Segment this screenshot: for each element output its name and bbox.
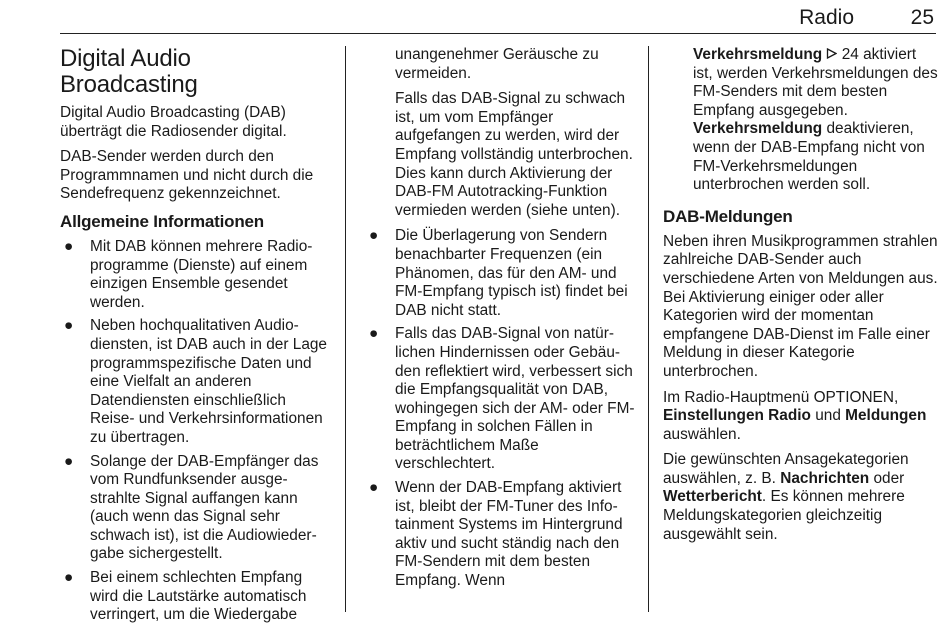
- menu-item-traffic-announcement: Verkehrsmeldung: [693, 46, 823, 63]
- traffic-paragraph-2: [663, 120, 939, 194]
- bullet-icon: ●: [369, 325, 379, 343]
- announcements-paragraph: Neben ihren Musikprogrammen strahlen zahlreiche DAB-Sender auch verschiedene Arten von Meldungen aus. Bei Aktivierung einiger oder aller Kategorien wird der momentan empfangene DAB-Dienst im Falle einer Meldung in dieser Kategorie unterbrochen.: [663, 232, 938, 380]
- menu-item-traffic-announcement: Verkehrsmeldung: [693, 120, 823, 138]
- list-item-text: Bei einem schlechten Empfang wird die Lautstärke automatisch verringert, um die Wiedergabe: [90, 569, 307, 624]
- text: ,: [893, 388, 899, 406]
- menu-item-weather: Wetterbericht: [663, 488, 762, 506]
- intro-paragraph-2: DAB-Sender werden durch den Programmnamen und nicht durch die Sendefrequenz gekennzeichnet.: [60, 148, 314, 203]
- list-item: [365, 227, 637, 320]
- text: Im Radio-Hauptmenü: [663, 388, 814, 406]
- list-item: [60, 453, 332, 565]
- bullet-icon: ●: [369, 479, 379, 497]
- menu-item-radio-settings: Einstellungen Radio: [663, 407, 811, 425]
- list-item: [60, 569, 332, 625]
- list-item-text: Wenn der DAB-Empfang aktiviert ist, bleibt der FM-Tuner des Infotainment Systems im Hintergrund aktiv und sucht ständig nach den FM-Sendern mit dem besten Empfang. Wenn: [395, 479, 623, 590]
- text: und: [810, 407, 846, 425]
- list-item: [60, 317, 332, 447]
- column-3: [663, 46, 939, 551]
- section-heading-dab-announcements: DAB-Meldungen: [663, 206, 793, 226]
- page-number: 25: [910, 6, 934, 29]
- page-title: Digital Audio Broadcasting: [60, 45, 198, 98]
- column-1: [60, 46, 332, 630]
- list-item-text: Solange der DAB-Empfänger das vom Rundfunksender ausgestrahlte Signal auffangen kann (auch wenn das Signal sehr schwach ist), ist die Audiowiedergabe sichergestellt.: [90, 452, 319, 563]
- traffic-text: 24 aktiviert ist, werden Verkehrsmeldungen des FM-Senders mit dem besten Empfang ausgegeben.: [693, 46, 938, 119]
- list-item: [365, 325, 637, 474]
- continued-paragraph: unangenehmer Geräusche zu vermeiden.: [395, 46, 599, 82]
- bullet-icon: ●: [64, 452, 74, 470]
- signal-paragraph: Falls das DAB-Signal zu schwach ist, um vom Empfänger aufgefangen zu werden, wird der Empfang vollständig unterbrochen. Dies kann durch Aktivierung der DAB-FM Autotracking-Funktion vermieden werden (siehe unten).: [395, 90, 633, 219]
- bullet-icon: ●: [64, 237, 74, 255]
- menu-item-announcements: Meldungen: [845, 407, 927, 425]
- traffic-paragraph-1: [663, 46, 939, 120]
- bullet-list: [365, 227, 637, 590]
- text: Die gewünschten Ansagekategorien auswählen, z. B.: [663, 451, 909, 487]
- reference-triangle-icon: [826, 48, 837, 59]
- column-2: [365, 46, 637, 596]
- bullet-icon: ●: [64, 569, 74, 587]
- bullet-icon: ●: [64, 317, 74, 335]
- list-item-text: Neben hochqualitativen Audiodiensten, ist DAB auch in der Lage programmspezifische Daten und eine Vielfalt an anderen Datendiensten einschließlich Reise- und Verkehrsinformationen zu übertragen.: [90, 317, 327, 446]
- menu-item-options: OPTIONEN: [813, 388, 894, 406]
- traffic-text: deaktivieren, wenn der DAB-Empfang nicht von FM-Verkehrsmeldungen unterbrochen werden soll.: [693, 120, 925, 194]
- column-divider: [345, 46, 346, 612]
- text: . Es können mehrere Meldungskategorien gleichzeitig ausgewählt sein.: [663, 488, 905, 543]
- bullet-list: [60, 238, 332, 625]
- menu-instructions-paragraph: [663, 389, 939, 445]
- section-title: Radio: [799, 6, 854, 29]
- bullet-icon: ●: [369, 227, 379, 245]
- page-header: [60, 0, 936, 34]
- list-item: [365, 479, 637, 591]
- intro-paragraph-1: Digital Audio Broadcasting (DAB) überträgt die Radiosender digital.: [60, 104, 287, 140]
- text: oder: [869, 469, 905, 487]
- text: auswählen.: [663, 425, 741, 443]
- list-item: [60, 238, 332, 312]
- list-item-text: Mit DAB können mehrere Radioprogramme (Dienste) auf einem einzigen Ensemble gesendet werden.: [90, 237, 313, 311]
- section-heading-general: Allgemeine Informationen: [60, 211, 264, 231]
- list-item-text: Falls das DAB-Signal von natürlichen Hindernissen oder Gebäuden reflektiert wird, verbessert sich die Empfangsqualität von DAB, wohingegen sich der AM- oder FM-Empfang in solchen Fällen in beträchtlichem Maße verschlechtert.: [395, 325, 635, 473]
- category-paragraph: [663, 451, 939, 544]
- menu-item-news: Nachrichten: [780, 469, 870, 487]
- column-divider: [648, 46, 649, 612]
- list-item-text: Die Überlagerung von Sendern benachbarter Frequenzen (ein Phänomen, das für den AM- und FM-Empfang typisch ist) findet bei DAB nicht statt.: [395, 227, 628, 319]
